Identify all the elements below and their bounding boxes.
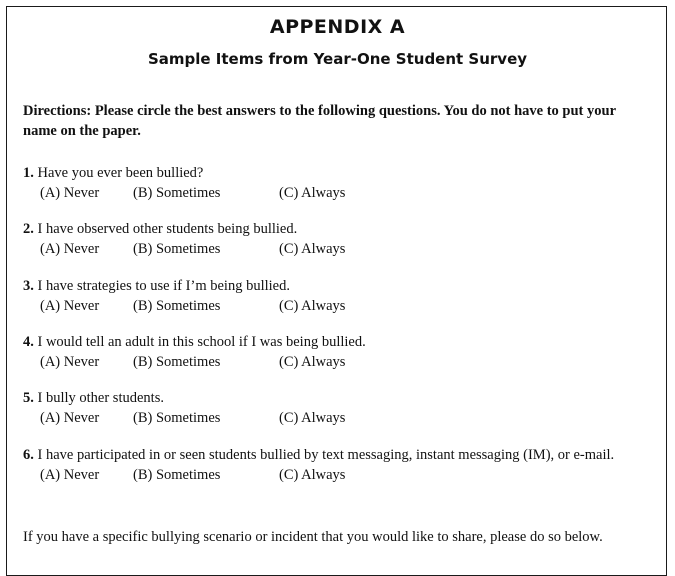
survey-subtitle: Sample Items from Year-One Student Survey [147,50,528,68]
question-number: 4. [23,334,34,350]
option-always[interactable]: (C) Always [279,410,346,426]
question-4 [23,332,653,372]
option-always[interactable]: (C) Always [279,185,346,201]
option-sometimes[interactable]: (B) Sometimes [133,298,221,314]
question-number: 1. [23,165,34,181]
question-text: I have observed other students being bullied. [37,221,298,237]
option-sometimes[interactable]: (B) Sometimes [133,354,221,370]
question-text: I would tell an adult in this school if I was being bullied. [37,334,366,350]
option-always[interactable]: (C) Always [279,298,346,314]
question-5 [23,388,653,428]
option-sometimes[interactable]: (B) Sometimes [133,467,221,483]
option-never[interactable]: (A) Never [40,298,100,314]
appendix-title: APPENDIX A [269,16,406,38]
option-sometimes[interactable]: (B) Sometimes [133,410,221,426]
option-never[interactable]: (A) Never [40,410,100,426]
question-text: I have strategies to use if I’m being bullied. [37,278,290,294]
closing-prompt: If you have a specific bullying scenario or incident that you would like to share, please do so below. [23,529,603,545]
question-number: 2. [23,221,34,237]
question-text: I have participated in or seen students bullied by text messaging, instant messaging (IM), or e-mail. [37,447,615,463]
directions-text: Directions: Please circle the best answers to the following questions. You do not have to put your name on the paper. [23,103,616,139]
question-text: I bully other students. [37,390,164,406]
option-always[interactable]: (C) Always [279,354,346,370]
option-never[interactable]: (A) Never [40,354,100,370]
question-number: 5. [23,390,34,406]
option-never[interactable]: (A) Never [40,467,100,483]
option-sometimes[interactable]: (B) Sometimes [133,241,221,257]
question-2 [23,219,653,259]
option-sometimes[interactable]: (B) Sometimes [133,185,221,201]
option-always[interactable]: (C) Always [279,467,346,483]
option-always[interactable]: (C) Always [279,241,346,257]
question-number: 6. [23,447,34,463]
question-number: 3. [23,278,34,294]
question-text: Have you ever been bullied? [37,165,204,181]
question-1 [23,163,653,203]
option-never[interactable]: (A) Never [40,241,100,257]
option-never[interactable]: (A) Never [40,185,100,201]
question-6 [23,445,653,485]
question-3 [23,276,653,316]
